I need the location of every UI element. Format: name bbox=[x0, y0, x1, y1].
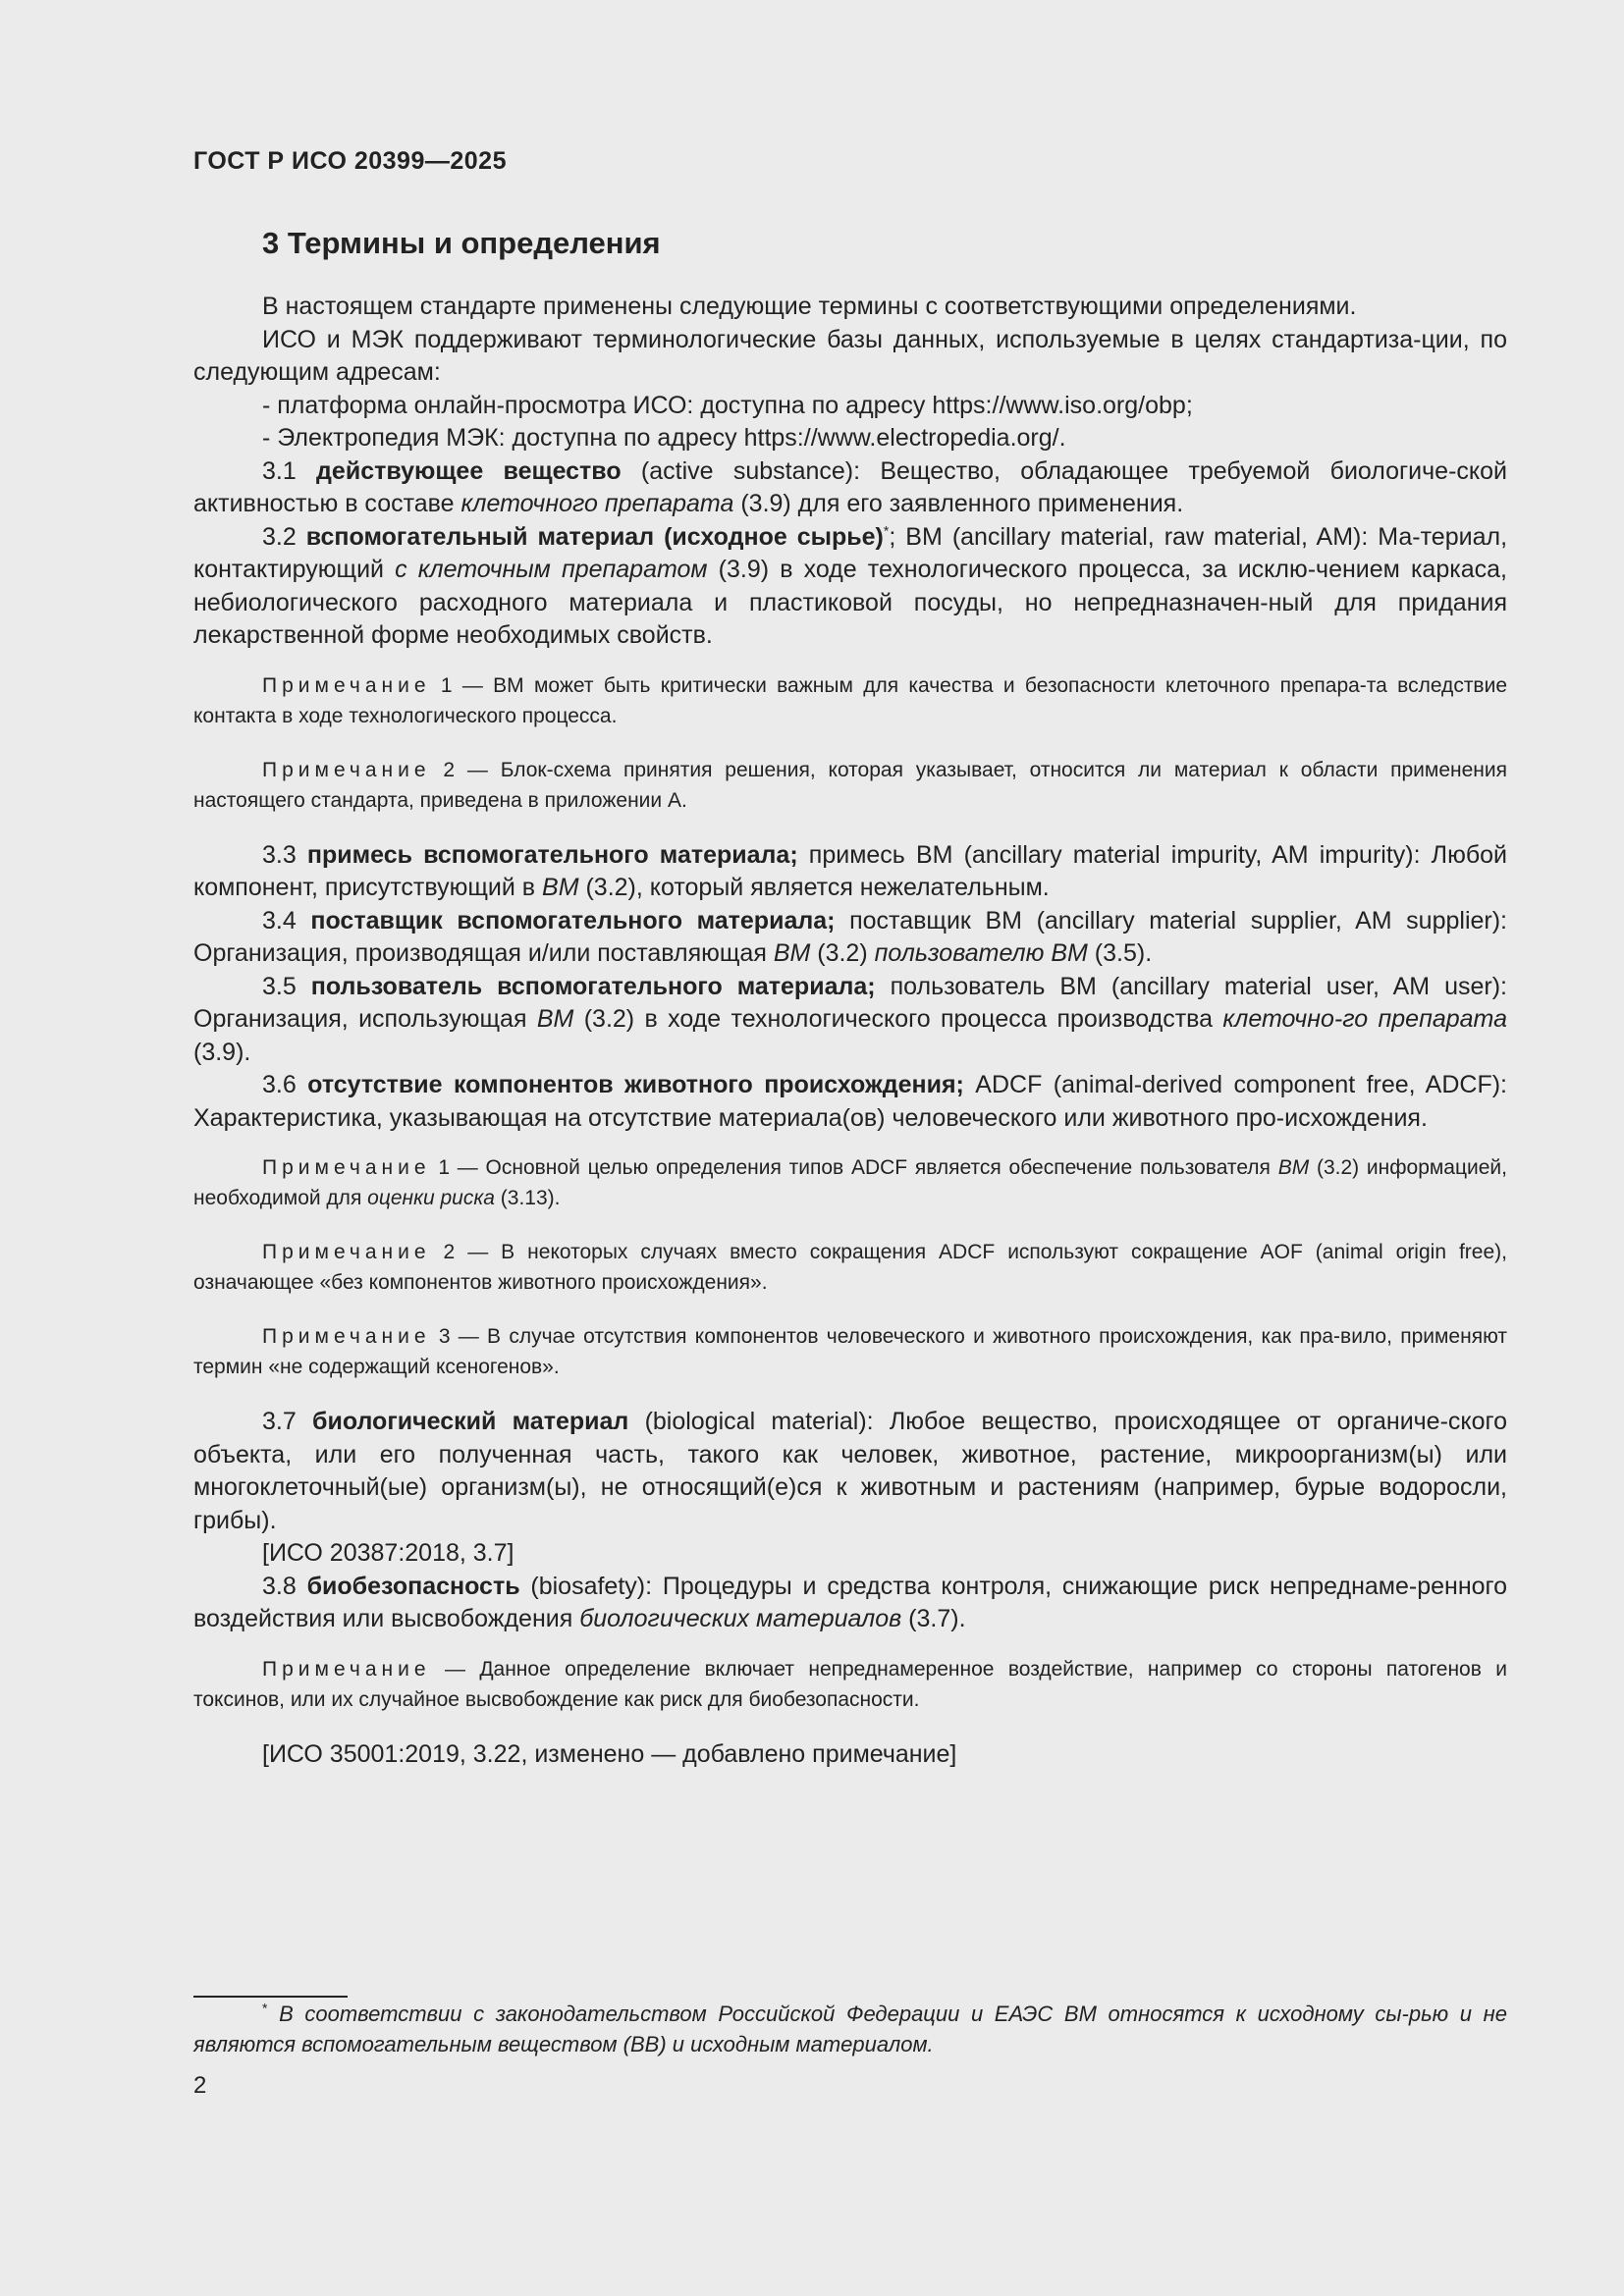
term-reference: пользователю ВМ bbox=[874, 939, 1088, 967]
term-text: поставщик ВМ (ancillary material supplier, AM supplier): Организация, производящая и/или поставляющая bbox=[193, 906, 1508, 967]
note-reference: ВМ bbox=[1277, 1156, 1310, 1179]
link-item-iso: - платформа онлайн-просмотра ИСО: доступна по адресу https://www.iso.org/obp; bbox=[262, 391, 1193, 419]
term-number: 3.2 bbox=[262, 522, 306, 551]
note-text: 1 — ВМ может быть критически важным для качества и безопасности клеточного препара-та вследствие контакта в ходе технологического процесса. bbox=[193, 673, 1507, 727]
term-number: 3.1 bbox=[262, 456, 317, 485]
term-text: (3.2) bbox=[810, 939, 875, 967]
footnote bbox=[193, 1999, 1507, 2059]
term-text: (3.5). bbox=[1087, 939, 1153, 967]
term-name: пользователь вспомогательного материала; bbox=[310, 972, 876, 1000]
note-text: (3.2) информацией, необходимой для bbox=[193, 1156, 1507, 1209]
document-header: ГОСТ Р ИСО 20399—2025 bbox=[193, 147, 507, 175]
term-name: вспомогательный материал (исходное сырье) bbox=[305, 522, 884, 551]
term-reference: клеточного препарата bbox=[460, 490, 734, 517]
term-3-6 bbox=[193, 1069, 1507, 1135]
term-text: ; ВМ (ancillary material, raw material, AM): Ма-териал, контактирующий bbox=[193, 522, 1508, 583]
page-number: 2 bbox=[193, 2072, 207, 2099]
term-text: (3.7). bbox=[901, 1605, 966, 1632]
footnote-divider bbox=[193, 1996, 348, 1998]
note-3-6-1 bbox=[193, 1152, 1507, 1213]
note-3-6-2 bbox=[193, 1237, 1507, 1298]
term-number: 3.8 bbox=[262, 1572, 307, 1600]
term-reference: ВМ bbox=[773, 939, 811, 967]
term-text: ADCF (animal-derived component free, ADCF): Характеристика, указывающая на отсутствие материала(ов) человеческого или животного про-исхождения. bbox=[193, 1071, 1507, 1132]
note-label: Примечание bbox=[262, 673, 431, 697]
note-label: Примечание bbox=[262, 1241, 431, 1263]
footnote-text: В соответствии с законодательством Российской Федерации и ЕАЭС ВМ относятся к исходному сы-рью и не являются вспомогательным веществом (ВВ) и исходным материалом. bbox=[193, 2002, 1507, 2056]
note-label: Примечание bbox=[262, 1325, 431, 1348]
term-text: примесь ВМ (ancillary material impurity, AM impurity): Любой компонент, присутствующий в bbox=[193, 840, 1508, 901]
term-text: (biosafety): Процедуры и средства контроля, снижающие риск непреднаме-ренного воздействия или высвобождения bbox=[193, 1572, 1507, 1632]
term-text: (3.2), который является нежелательным. bbox=[578, 874, 1050, 901]
term-number: 3.3 bbox=[262, 840, 307, 869]
intro-paragraph-2: ИСО и МЭК поддерживают терминологические базы данных, используемые в целях стандартиза-ции, по следующим адресам: bbox=[193, 325, 1507, 386]
note-label: Примечание bbox=[262, 1156, 431, 1179]
term-3-2 bbox=[193, 521, 1507, 653]
term-3-7-source: [ИСО 20387:2018, 3.7] bbox=[262, 1539, 514, 1567]
term-3-5 bbox=[193, 971, 1507, 1070]
intro-paragraph-1: В настоящем стандарте применены следующие термины с соответствующими определениями. bbox=[262, 293, 1357, 320]
term-3-8 bbox=[193, 1571, 1507, 1636]
term-3-4 bbox=[193, 905, 1507, 971]
term-name: примесь вспомогательного материала; bbox=[306, 840, 798, 869]
note-3-2-1 bbox=[193, 670, 1507, 731]
term-number: 3.5 bbox=[262, 972, 311, 1000]
link-item-iec: - Электропедия МЭК: доступна по адресу https://www.electropedia.org/. bbox=[262, 424, 1066, 452]
term-reference: ВМ bbox=[536, 1005, 574, 1033]
note-text: 2 — В некоторых случаях вместо сокращения ADCF используют сокращение AOF (animal origin free), означающее «без компонентов животного происхождения». bbox=[193, 1241, 1507, 1294]
term-reference: ВМ bbox=[542, 874, 579, 901]
term-text: (3.9). bbox=[193, 1038, 251, 1066]
term-reference: биологических материалов bbox=[579, 1605, 902, 1632]
term-text: пользователь ВМ (ancillary material user, AM user): Организация, использующая bbox=[193, 972, 1507, 1033]
term-reference: клеточно-го препарата bbox=[1222, 1005, 1507, 1033]
term-name: биологический материал bbox=[312, 1408, 629, 1435]
term-text: (3.9) в ходе технологического процесса, за исклю-чением каркаса, небиологического расходного материала и пластиковой посуды, но непредназначен-ный для придания лекарственной форме необходимых свойств. bbox=[193, 556, 1507, 649]
term-name: действующее вещество bbox=[316, 456, 622, 485]
note-3-8 bbox=[193, 1654, 1507, 1715]
note-label: Примечание bbox=[262, 1657, 431, 1681]
note-text: — Данное определение включает непреднамеренное воздействие, например со стороны патогенов и токсинов, или их случайное высвобождение как риск для биобезопасности. bbox=[193, 1657, 1507, 1711]
note-text: 2 — Блок-схема принятия решения, которая указывает, относится ли материал к области применения настоящего стандарта, приведена в приложении А. bbox=[193, 758, 1507, 812]
note-3-6-3 bbox=[193, 1321, 1507, 1382]
footnote-mark: * bbox=[883, 522, 890, 539]
term-3-7 bbox=[193, 1406, 1507, 1537]
note-text: 1 — Основной целью определения типов ADCF является обеспечение пользователя bbox=[430, 1156, 1278, 1179]
note-text: (3.13). bbox=[494, 1187, 561, 1209]
note-text: 3 — В случае отсутствия компонентов человеческого и животного происхождения, как пра-вило, применяют термин «не содержащий ксеногенов». bbox=[193, 1325, 1507, 1378]
footnote-mark: * bbox=[262, 2000, 268, 2016]
note-reference: оценки риска bbox=[367, 1187, 495, 1209]
term-3-8-source: [ИСО 35001:2019, 3.22, изменено — добавлено примечание] bbox=[262, 1739, 957, 1768]
term-text: (3.9) для его заявленного применения. bbox=[733, 490, 1184, 517]
note-3-2-2 bbox=[193, 755, 1507, 816]
term-3-3 bbox=[193, 839, 1507, 905]
term-text: (3.2) в ходе технологического процесса производства bbox=[573, 1005, 1223, 1033]
term-number: 3.7 bbox=[262, 1408, 313, 1435]
term-number: 3.4 bbox=[262, 906, 311, 934]
note-label: Примечание bbox=[262, 758, 431, 781]
term-name: отсутствие компонентов животного происхождения; bbox=[307, 1071, 964, 1098]
term-number: 3.6 bbox=[262, 1071, 308, 1098]
term-name: биобезопасность bbox=[306, 1572, 520, 1600]
term-reference: с клеточным препаратом bbox=[395, 556, 708, 583]
section-title: 3 Термины и определения bbox=[262, 226, 661, 260]
term-text: (biological material): Любое вещество, происходящее от органиче-ского объекта, или его полученная часть, такого как человек, животное, растение, микроорганизм(ы) или многоклеточный(ые) организм(ы), не относящий(е)ся к животным и растениям (например, бурые водоросли, грибы). bbox=[193, 1408, 1508, 1534]
main-content bbox=[193, 224, 1507, 1771]
term-name: поставщик вспомогательного материала; bbox=[310, 906, 836, 934]
term-text: (active substance): Вещество, обладающее требуемой биологиче-ской активностью в составе bbox=[193, 456, 1507, 517]
term-3-1 bbox=[193, 455, 1507, 521]
